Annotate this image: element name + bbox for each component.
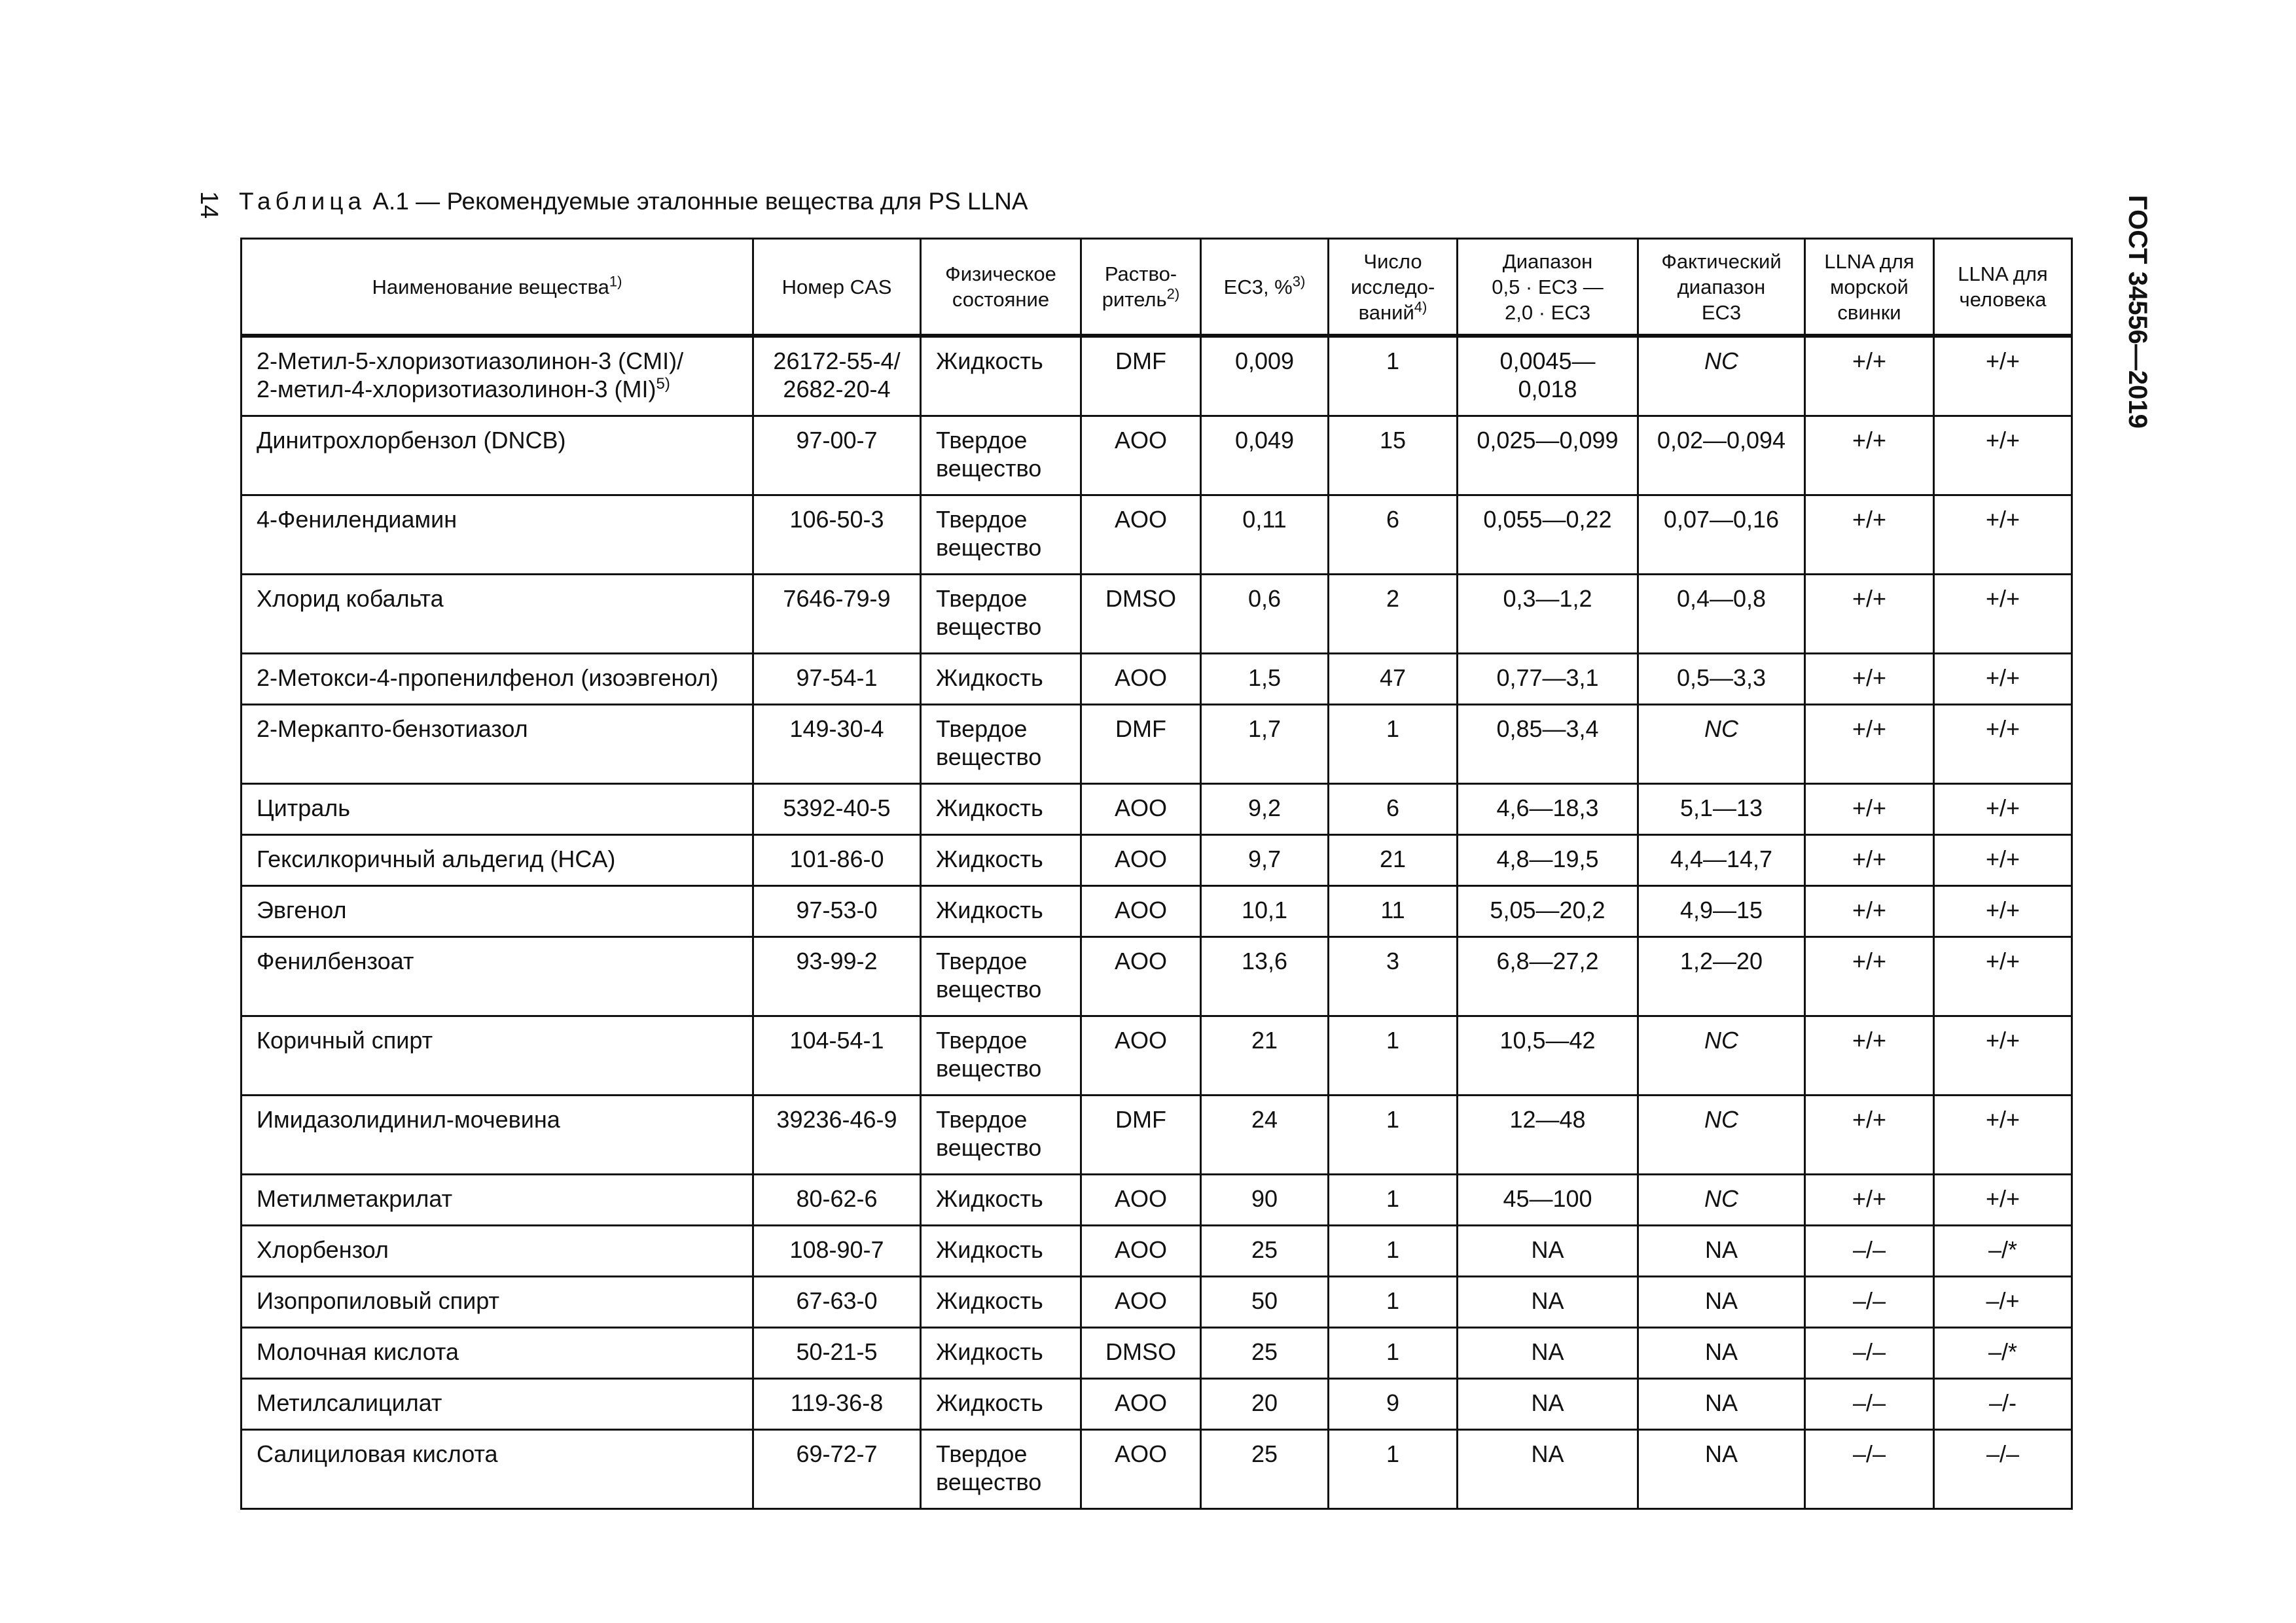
table-row [242,1226,2072,1277]
cell-llna-human: +/+ [1934,784,2072,835]
cell-studies: 1 [1329,1226,1458,1277]
cell-actual-range: NC [1638,1096,1805,1175]
cell-ec3: 25 [1201,1328,1329,1379]
cell-llna-guinea-pig: +/+ [1805,495,1934,575]
cell-cas: 67-63-0 [753,1277,921,1328]
table-caption [239,188,1028,215]
cell-llna-guinea-pig: +/+ [1805,705,1934,784]
cell-ec3: 0,049 [1201,416,1329,495]
cell-ec3: 0,11 [1201,495,1329,575]
cell-actual-range: NC [1638,705,1805,784]
cell-studies: 1 [1329,1277,1458,1328]
table-row [242,784,2072,835]
cell-cas: 50-21-5 [753,1328,921,1379]
cell-studies: 21 [1329,835,1458,886]
cell-ec3: 1,7 [1201,705,1329,784]
cell-physical-state: Твердое вещество [921,705,1081,784]
cell-cas: 26172-55-4/ 2682-20-4 [753,336,921,416]
cell-studies: 1 [1329,1430,1458,1509]
cell-llna-guinea-pig: +/+ [1805,1096,1934,1175]
cell-cas: 93-99-2 [753,937,921,1016]
cell-llna-human: +/+ [1934,1096,2072,1175]
cell-llna-human: +/+ [1934,1175,2072,1226]
cell-actual-range: 0,07—0,16 [1638,495,1805,575]
cell-ec3: 50 [1201,1277,1329,1328]
cell-substance-name: Гексилкоричный альдегид (HCA) [242,835,753,886]
cell-substance-name: Хлорбензол [242,1226,753,1277]
cell-ec3: 10,1 [1201,886,1329,937]
cell-studies: 47 [1329,654,1458,705]
cell-cas: 69-72-7 [753,1430,921,1509]
cell-substance-name: Эвгенол [242,886,753,937]
cell-actual-range: 4,9—15 [1638,886,1805,937]
cell-studies: 1 [1329,1175,1458,1226]
cell-substance-name: Метилсалицилат [242,1379,753,1430]
cell-cas: 101-86-0 [753,835,921,886]
cell-llna-human: +/+ [1934,705,2072,784]
cell-physical-state: Твердое вещество [921,575,1081,654]
cell-cas: 119-36-8 [753,1379,921,1430]
cell-solvent: AOO [1081,1016,1201,1096]
cell-actual-range: 4,4—14,7 [1638,835,1805,886]
cell-physical-state: Твердое вещество [921,1430,1081,1509]
cell-physical-state: Твердое вещество [921,1096,1081,1175]
cell-solvent: AOO [1081,416,1201,495]
cell-llna-guinea-pig: +/+ [1805,784,1934,835]
header-studies: Число исследо- ваний$^{4)}$ [1329,239,1458,336]
document-title-vertical: ГОСТ 34556—2019 [2123,195,2152,429]
cell-solvent: AOO [1081,1430,1201,1509]
table-row [242,1016,2072,1096]
caption-prefix: Таблица [239,188,367,215]
cell-actual-range: NC [1638,336,1805,416]
table-row [242,1096,2072,1175]
cell-ec3: 24 [1201,1096,1329,1175]
cell-actual-range: NA [1638,1277,1805,1328]
cell-actual-range: 5,1—13 [1638,784,1805,835]
cell-physical-state: Жидкость [921,1175,1081,1226]
cell-substance-name: Фенилбензоат [242,937,753,1016]
cell-studies: 1 [1329,1016,1458,1096]
cell-cas: 39236-46-9 [753,1096,921,1175]
cell-llna-human: –/- [1934,1379,2072,1430]
cell-solvent: AOO [1081,654,1201,705]
header-actual-range: Фактический диапазон EC3 [1638,239,1805,336]
page-number: 14 [195,191,223,219]
table-row [242,1328,2072,1379]
cell-llna-guinea-pig: –/– [1805,1277,1934,1328]
cell-solvent: AOO [1081,937,1201,1016]
cell-llna-guinea-pig: –/– [1805,1328,1934,1379]
cell-solvent: DMF [1081,1096,1201,1175]
cell-range: 4,6—18,3 [1458,784,1638,835]
cell-llna-human: –/* [1934,1226,2072,1277]
cell-llna-human: –/* [1934,1328,2072,1379]
cell-physical-state: Жидкость [921,886,1081,937]
header-ec3: EC3, %$^{3)}$ [1201,239,1329,336]
cell-range: 12—48 [1458,1096,1638,1175]
cell-physical-state: Твердое вещество [921,937,1081,1016]
cell-llna-guinea-pig: +/+ [1805,575,1934,654]
header-name: Наименование вещества$^{1)}$ [242,239,753,336]
cell-range: 0,3—1,2 [1458,575,1638,654]
table-row [242,835,2072,886]
cell-ec3: 1,5 [1201,654,1329,705]
cell-range: 0,0045— 0,018 [1458,336,1638,416]
cell-solvent: AOO [1081,1175,1201,1226]
cell-range: NA [1458,1328,1638,1379]
cell-studies: 2 [1329,575,1458,654]
table-row [242,1430,2072,1509]
cell-substance-name: Изопропиловый спирт [242,1277,753,1328]
cell-range: 6,8—27,2 [1458,937,1638,1016]
cell-substance-name: 2-Меркапто-бензотиазол [242,705,753,784]
cell-cas: 7646-79-9 [753,575,921,654]
cell-solvent: AOO [1081,1379,1201,1430]
reference-substances-table [240,238,2073,1510]
cell-llna-human: –/+ [1934,1277,2072,1328]
cell-range: 5,05—20,2 [1458,886,1638,937]
cell-substance-name: 4-Фенилендиамин [242,495,753,575]
cell-solvent: AOO [1081,495,1201,575]
cell-physical-state: Жидкость [921,784,1081,835]
cell-range: 0,025—0,099 [1458,416,1638,495]
cell-solvent: AOO [1081,835,1201,886]
cell-range: 4,8—19,5 [1458,835,1638,886]
cell-studies: 1 [1329,1096,1458,1175]
cell-llna-human: +/+ [1934,886,2072,937]
cell-actual-range: 1,2—20 [1638,937,1805,1016]
cell-llna-guinea-pig: +/+ [1805,886,1934,937]
cell-physical-state: Твердое вещество [921,1016,1081,1096]
cell-actual-range: 0,4—0,8 [1638,575,1805,654]
cell-solvent: AOO [1081,784,1201,835]
cell-physical-state: Жидкость [921,1328,1081,1379]
cell-studies: 6 [1329,784,1458,835]
cell-llna-guinea-pig: +/+ [1805,654,1934,705]
cell-cas: 97-53-0 [753,886,921,937]
cell-cas: 97-54-1 [753,654,921,705]
cell-llna-human: +/+ [1934,937,2072,1016]
cell-physical-state: Жидкость [921,835,1081,886]
cell-studies: 1 [1329,336,1458,416]
table-row [242,1277,2072,1328]
cell-range: NA [1458,1430,1638,1509]
cell-actual-range: 0,02—0,094 [1638,416,1805,495]
cell-range: NA [1458,1277,1638,1328]
cell-llna-human: –/– [1934,1430,2072,1509]
cell-solvent: DMSO [1081,575,1201,654]
cell-physical-state: Твердое вещество [921,495,1081,575]
cell-substance-name: Имидазолидинил-мочевина [242,1096,753,1175]
cell-llna-guinea-pig: +/+ [1805,416,1934,495]
cell-cas: 5392-40-5 [753,784,921,835]
cell-ec3: 9,7 [1201,835,1329,886]
header-cas: Номер CAS [753,239,921,336]
cell-substance-name: 2-Метокси-4-пропенилфенол (изоэвгенол) [242,654,753,705]
header-range: Диапазон 0,5 · EC3 — 2,0 · EC3 [1458,239,1638,336]
cell-ec3: 90 [1201,1175,1329,1226]
cell-llna-guinea-pig: +/+ [1805,937,1934,1016]
cell-studies: 9 [1329,1379,1458,1430]
cell-llna-guinea-pig: –/– [1805,1226,1934,1277]
cell-actual-range: NA [1638,1379,1805,1430]
cell-cas: 97-00-7 [753,416,921,495]
cell-physical-state: Жидкость [921,1379,1081,1430]
cell-llna-guinea-pig: –/– [1805,1430,1934,1509]
cell-studies: 11 [1329,886,1458,937]
cell-physical-state: Жидкость [921,336,1081,416]
cell-substance-name: Коричный спирт [242,1016,753,1096]
table-row [242,937,2072,1016]
cell-llna-guinea-pig: +/+ [1805,1016,1934,1096]
cell-ec3: 0,009 [1201,336,1329,416]
cell-substance-name: Метилметакрилат [242,1175,753,1226]
cell-cas: 108-90-7 [753,1226,921,1277]
cell-substance-name: Салициловая кислота [242,1430,753,1509]
cell-range: 45—100 [1458,1175,1638,1226]
cell-actual-range: NA [1638,1328,1805,1379]
cell-substance-name: 2-Метил-5-хлоризотиазолинон-3 (CMI)/ 2-метил-4-хлоризотиазолинон-3 (MI)$^{5)}$ [242,336,753,416]
cell-llna-human: +/+ [1934,336,2072,416]
cell-llna-guinea-pig: +/+ [1805,835,1934,886]
cell-substance-name: Цитраль [242,784,753,835]
cell-physical-state: Твердое вещество [921,416,1081,495]
cell-ec3: 21 [1201,1016,1329,1096]
table-row [242,654,2072,705]
cell-llna-human: +/+ [1934,416,2072,495]
table-header-row [242,239,2072,336]
cell-solvent: AOO [1081,886,1201,937]
cell-llna-human: +/+ [1934,654,2072,705]
header-llna-guinea-pig: LLNA для морской свинки [1805,239,1934,336]
cell-substance-name: Динитрохлорбензол (DNCB) [242,416,753,495]
table-row [242,705,2072,784]
cell-llna-guinea-pig: –/– [1805,1379,1934,1430]
cell-ec3: 9,2 [1201,784,1329,835]
cell-range: 10,5—42 [1458,1016,1638,1096]
cell-actual-range: 0,5—3,3 [1638,654,1805,705]
cell-solvent: AOO [1081,1277,1201,1328]
cell-studies: 3 [1329,937,1458,1016]
cell-cas: 149-30-4 [753,705,921,784]
cell-physical-state: Жидкость [921,1226,1081,1277]
cell-range: 0,77—3,1 [1458,654,1638,705]
table-row [242,416,2072,495]
cell-cas: 106-50-3 [753,495,921,575]
cell-actual-range: NA [1638,1226,1805,1277]
cell-llna-human: +/+ [1934,835,2072,886]
table-row [242,336,2072,416]
cell-range: 0,055—0,22 [1458,495,1638,575]
table-row [242,575,2072,654]
cell-cas: 104-54-1 [753,1016,921,1096]
header-state: Физическое состояние [921,239,1081,336]
cell-physical-state: Жидкость [921,1277,1081,1328]
cell-substance-name: Молочная кислота [242,1328,753,1379]
cell-llna-human: +/+ [1934,575,2072,654]
cell-llna-guinea-pig: +/+ [1805,1175,1934,1226]
cell-llna-human: +/+ [1934,495,2072,575]
table-row [242,1379,2072,1430]
cell-actual-range: NC [1638,1016,1805,1096]
cell-solvent: AOO [1081,1226,1201,1277]
table-row [242,886,2072,937]
cell-ec3: 25 [1201,1226,1329,1277]
cell-solvent: DMF [1081,705,1201,784]
table-row [242,495,2072,575]
header-llna-human: LLNA для человека [1934,239,2072,336]
cell-substance-name: Хлорид кобальта [242,575,753,654]
cell-studies: 6 [1329,495,1458,575]
cell-llna-human: +/+ [1934,1016,2072,1096]
cell-studies: 1 [1329,705,1458,784]
header-solvent: Раство- ритель$^{2)}$ [1081,239,1201,336]
cell-llna-guinea-pig: +/+ [1805,336,1934,416]
cell-actual-range: NC [1638,1175,1805,1226]
cell-studies: 1 [1329,1328,1458,1379]
cell-physical-state: Жидкость [921,654,1081,705]
cell-solvent: DMSO [1081,1328,1201,1379]
cell-actual-range: NA [1638,1430,1805,1509]
cell-ec3: 0,6 [1201,575,1329,654]
caption-text: А.1 — Рекомендуемые эталонные вещества для PS LLNA [372,188,1028,215]
cell-solvent: DMF [1081,336,1201,416]
cell-range: NA [1458,1379,1638,1430]
cell-range: 0,85—3,4 [1458,705,1638,784]
cell-range: NA [1458,1226,1638,1277]
table-row [242,1175,2072,1226]
cell-ec3: 25 [1201,1430,1329,1509]
cell-ec3: 20 [1201,1379,1329,1430]
cell-studies: 15 [1329,416,1458,495]
cell-ec3: 13,6 [1201,937,1329,1016]
cell-cas: 80-62-6 [753,1175,921,1226]
